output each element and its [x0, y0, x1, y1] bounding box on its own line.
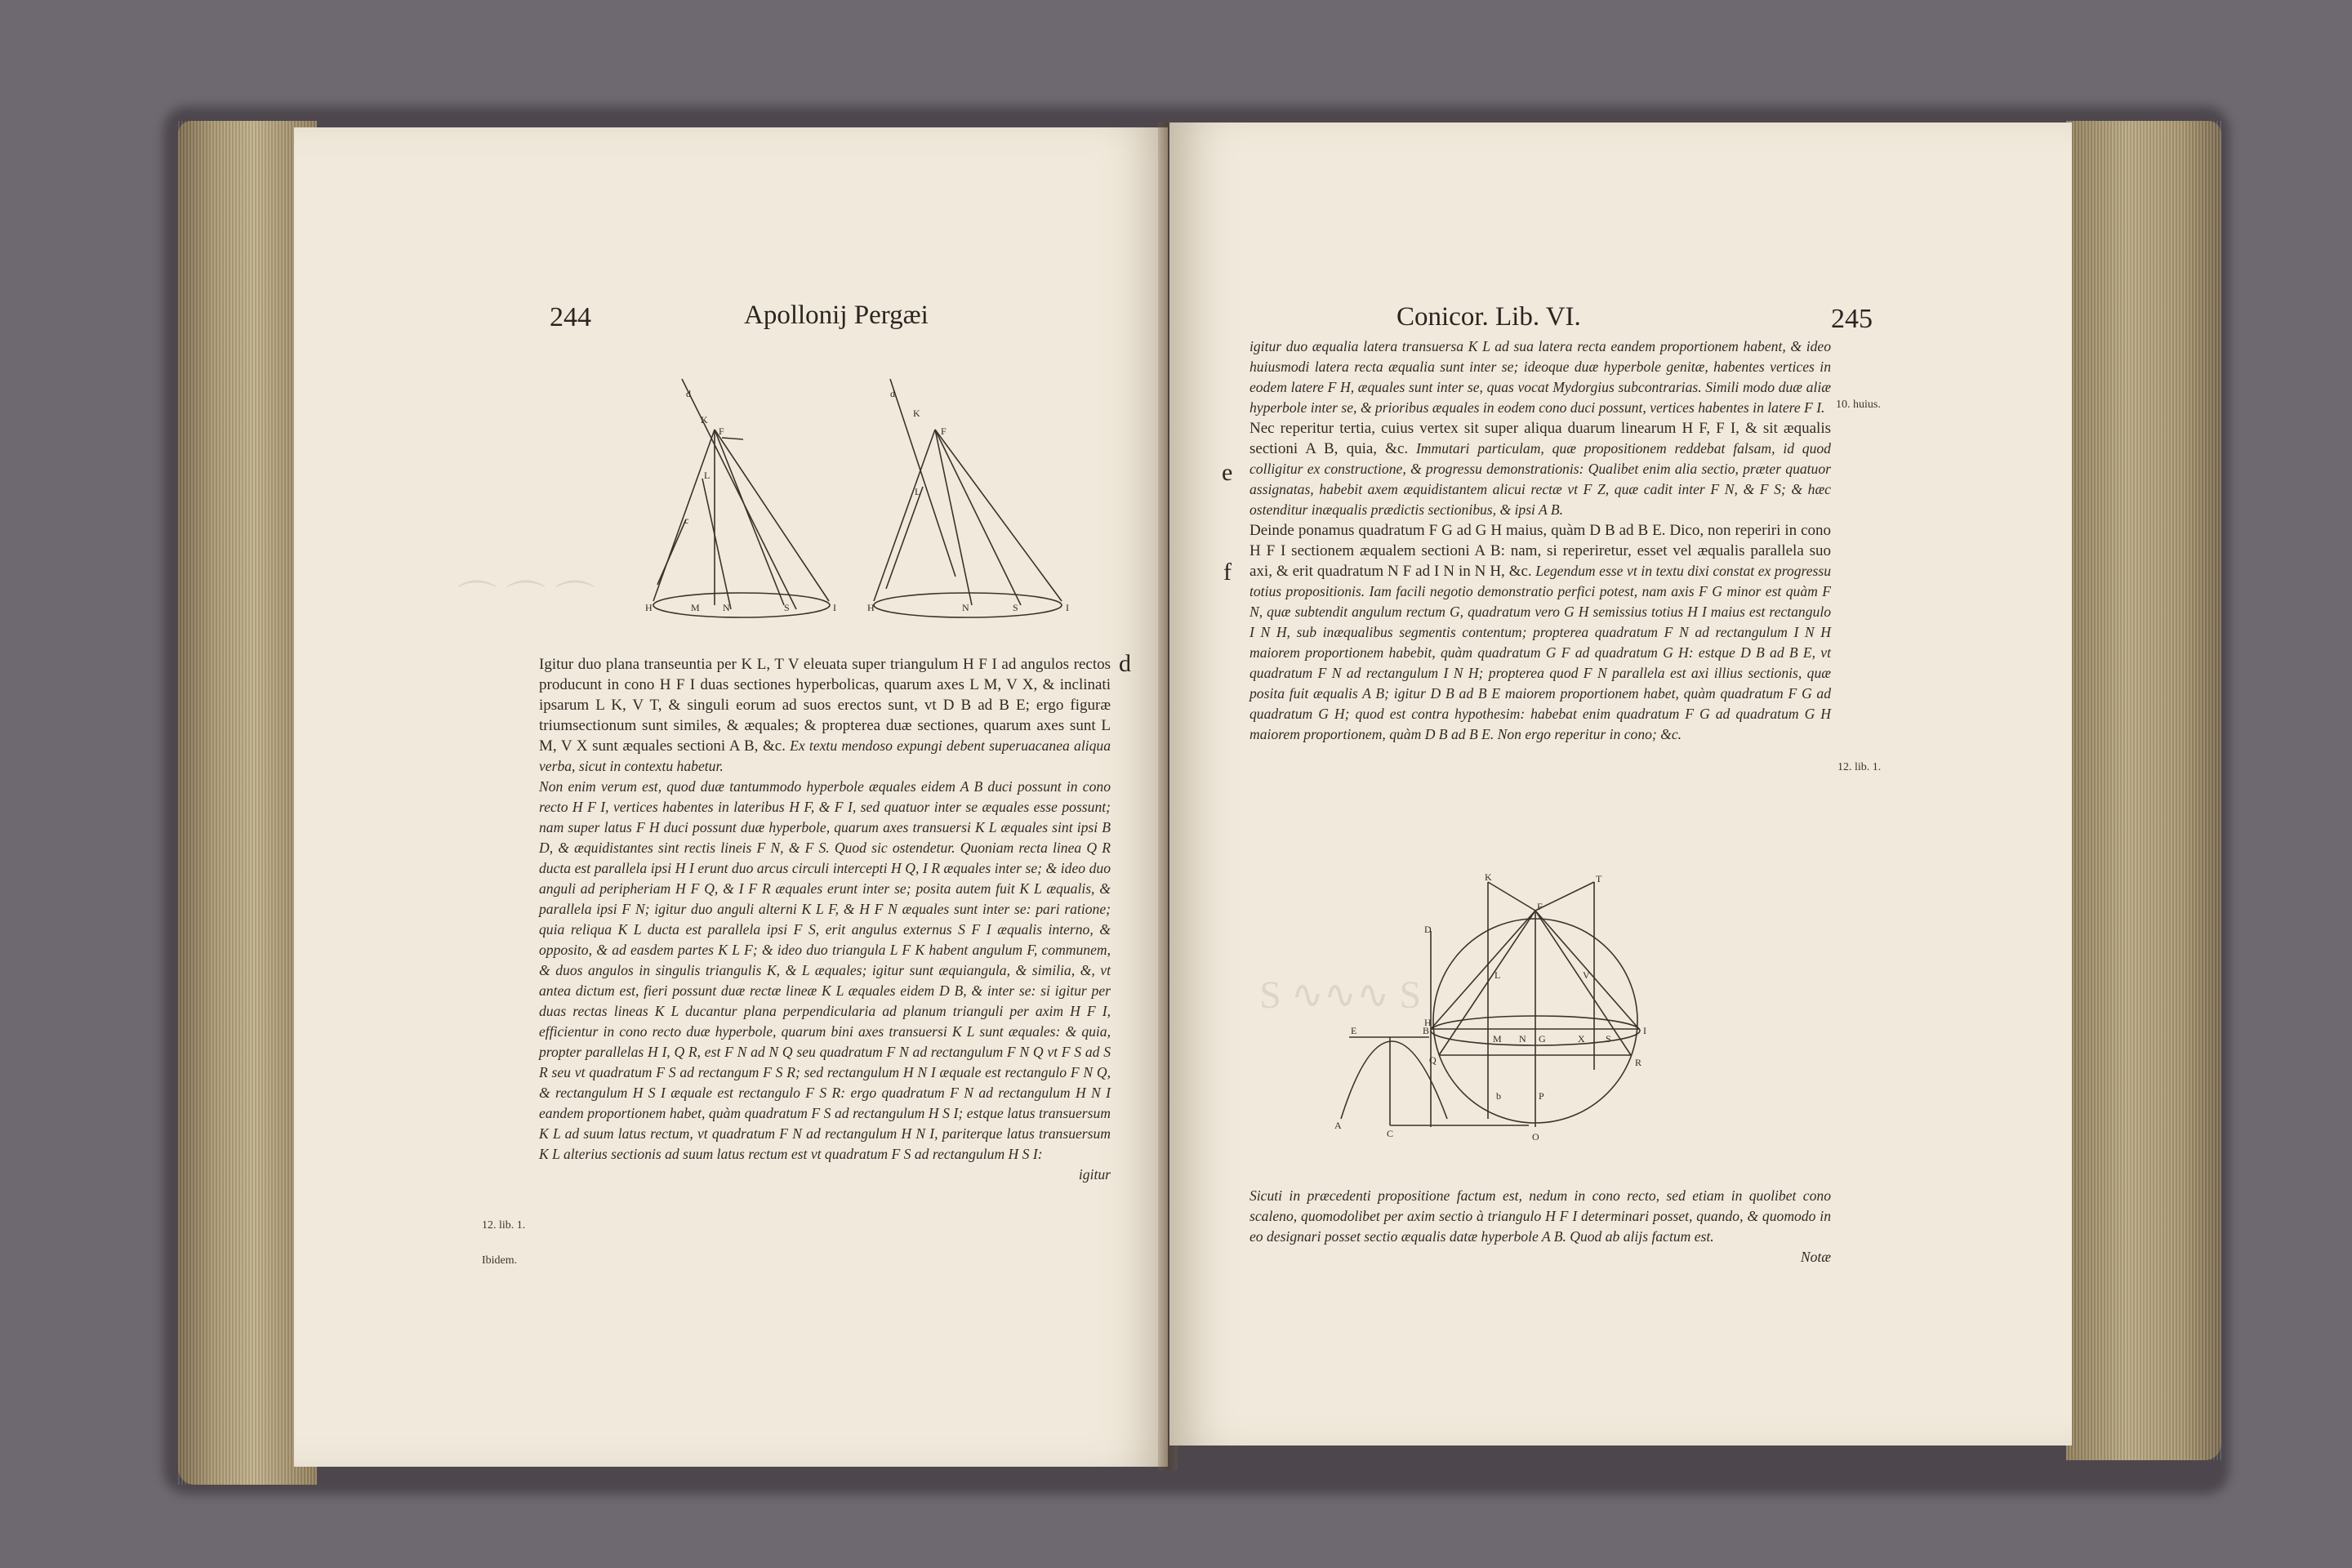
fig1-label-k: K: [701, 414, 708, 425]
left-margin-note-1: 12. lib. 1.: [482, 1219, 526, 1232]
left-cone-figure-1: [637, 372, 874, 626]
rfig-label-o: O: [1532, 1131, 1539, 1143]
fig1-label-h: H: [645, 602, 653, 613]
left-text-roman: Igitur duo plana transeuntia per K L, T V eleuata super triangulum H F I ad angulos rectos producunt in cono H F I duas sectiones hyperbolicas, quarum axes L M, V X, & inclinati ipsarum L K, V T, & singuli eorum ad suos erectos sunt, vt D B ad B E; ergo figuræ triumsectionum sunt similes, & æquales; & propterea duæ sectiones, quarum axes sunt L M, V X sunt æquales sectioni A B, &c.: [539, 656, 1111, 755]
rfig-label-g: G: [1539, 1033, 1546, 1045]
right-page-edges: [2066, 121, 2221, 1460]
fig1-label-l: L: [704, 470, 710, 481]
left-page: [294, 127, 1168, 1467]
right-catchword: Notæ: [1800, 1249, 1831, 1265]
bleed-through: ⌒ ⌒ ⌒: [457, 579, 595, 622]
right-para-2-italic: Immutari particulam, quæ propositionem reddebat falsam, id quod colligitur ex constructione, & progressu demonstrationis: Qualibet enim alia sectio, præter quatuor assignatas, habebit axem æquidistantem alicui rectæ vt F Z, quæ cadit inter F N, & F S; & hæc ostenditur inæqualis prædictis sectionibus, & ipsi A B.: [1250, 440, 1831, 518]
cone-diagram-1: [637, 372, 874, 626]
rfig-label-v: V: [1583, 969, 1590, 981]
rfig-label-c: C: [1387, 1128, 1394, 1139]
rfig-label-p: P: [1539, 1090, 1544, 1102]
left-margin-letter: d: [1119, 650, 1131, 677]
right-folio: 245: [1831, 304, 1873, 334]
rfig-label-d: D: [1424, 924, 1432, 935]
rfig-label-l: L: [1494, 969, 1501, 981]
rfig-label-a: A: [1334, 1120, 1342, 1131]
rfig-label-x: X: [1578, 1033, 1585, 1045]
fig2-label-l: L: [915, 486, 921, 497]
left-cone-figure-2: [866, 372, 1094, 626]
bleed-through: S ∿∿∿ S: [1259, 973, 1422, 1017]
hyperbola-cone-diagram: [1333, 874, 1757, 1147]
cone-diagram-2: [866, 372, 1094, 626]
rfig-label-b-lower: b: [1496, 1090, 1501, 1102]
right-margin-letter-f: f: [1223, 559, 1232, 586]
rfig-label-i: I: [1643, 1025, 1646, 1036]
rfig-label-t: T: [1596, 874, 1602, 884]
right-para-2-roman: Nec reperitur tertia, cuius vertex sit super aliqua duarum linearum H F, F I, & sit æqualis sectioni A B, quia, &c.: [1250, 420, 1831, 457]
right-para-3-italic: Legendum esse vt in textu dixi constat ex progressu totius propositionis. Iam facili negotio demonstratio perfici potest, nam axis F G minor est quàm F N, quæ subtendit angulum rectum G, quadratum vero G H semissius totius H I maius est rectangulo I N H, sub inæqualibus segmentis contentum; propterea quadratum F N ad rectangulum I N H maiorem proportionem habebit, quàm quadratum G F ad quadratum G H: estque D B ad B E, vt quadratum F N ad rectangulum I N H; propterea quod F N parallela est axi illius sectionis, quæ posita fuit æqualis A B; igitur D B ad B E maiorem proportionem habet, quàm quadratum F G ad quadratum G H; quod est contra hypothesim: habebat enim quadratum F G ad quadratum G H maiorem proportionem, quàm D B ad B E. Non ergo reperitur in cono; &c.: [1250, 563, 1831, 742]
fig1-label-i: I: [833, 602, 836, 613]
fig2-label-s: S: [1013, 602, 1018, 613]
left-text-italic: Non enim verum est, quod duæ tantummodo hyperbole æquales eidem A B duci possunt in cono recto H F I, vertices habentes in lateribus H F, & F I, sed quatuor inter se æquales esse possunt; nam super latus F H duci possunt duæ hyperbole, quarum axes transuersi K L æquales sint ipsi B D, & æquidistantes sint rectis lineis F N, & F S. Quod sic ostendetur. Quoniam recta linea Q R ducta est parallela ipsi H I erunt duo arcus circuli intercepti H Q, I R æquales inter se; & ideo duo anguli ad peripheriam H F Q, & I F R æquales erunt inter se; posita autem fuit K L æqualis, & parallela ipsi F N; igitur duo anguli alterni K L F, & H F N æquales sunt inter se: pari ratione; quia reliqua K L ducta est parallela ipsi F S, erit angulus externus S F I æqualis interno, & opposito, & ad easdem partes K L F; & ideo duo triangula L F K habent angulum F, communem, & duos angulos in singulis triangulis K, & L æquales; igitur sunt æquiangula, & similia, &, vt antea dictum est, fieri possunt duæ rectæ lineæ K L æquales eidem D B, & inter se: si igitur per duas rectas lineas K L ducantur plana perpendicularia ad planum trianguli per axim H F I, efficientur in cono recto duæ hyperbole, quarum bini axes transuersi K L sunt æquales: & quia, propter parallelas H I, Q R, est F N ad N Q seu quadratum F N ad rectangulum F N Q vt F S ad S R seu vt quadratum F S ad rectangum F S R; sed rectangulum H N I æquale est rectangulo F N Q, & rectangulum H S I æquale est rectangulo F S R: ergo quadratum F N ad rectangulum H N I eandem proportionem habet, quàm quadratum F S ad rectangulum H S I; estque latus transuersum K L ad suum latus rectum, vt quadratum F N ad rectangulum H N I, pariterque latus transuersum K L alterius sectionis ad suum latus rectum est vt quadratum F S ad rectangulum H S I:: [539, 778, 1111, 1162]
left-main-text: [539, 654, 1111, 1185]
fig2-label-f: F: [941, 425, 947, 437]
right-running-head: Conicor. Lib. VI.: [1396, 302, 1581, 332]
right-lower-text: [1250, 1186, 1831, 1267]
right-para-3-roman: Deinde ponamus quadratum F G ad G H maius, quàm D B ad B E. Dico, non reperiri in cono H F I sectionem æqualem sectioni A B: nam, si reperiretur, esset vel æqualis parallela suo axi, & erit quadratum N F ad I N in N H, &c.: [1250, 522, 1831, 580]
fig1-label-n: N: [723, 602, 730, 613]
rfig-label-b: B: [1423, 1025, 1430, 1036]
fig2-label-k: K: [913, 408, 920, 419]
left-folio: 244: [550, 302, 591, 332]
left-text-italic-tail: Ex textu mendoso expungi debent superuacanea aliqua verba, sicut in contextu habetur.: [539, 737, 1111, 774]
rfig-label-n: N: [1519, 1033, 1526, 1045]
fig2-label-i: I: [1066, 602, 1069, 613]
right-para-4: Sicuti in præcedenti propositione factum est, nedum in cono recto, sed etiam in quolibet cono scaleno, quomodolibet per axim sectio à triangulo H F I determinari posset, quando, & quomodo in eo designari posset sectio æqualis datæ hyperbole A B. Quod ab alijs factum est.: [1250, 1187, 1831, 1245]
fig1-label-f: F: [719, 425, 724, 437]
rfig-label-m: M: [1493, 1033, 1502, 1045]
fig2-label-n: N: [962, 602, 969, 613]
fig1-label-c: c: [684, 514, 689, 526]
rfig-label-e: E: [1351, 1025, 1357, 1036]
right-page: [1169, 122, 2072, 1446]
rfig-label-f: F: [1537, 901, 1543, 912]
left-catchword: igitur: [1078, 1166, 1111, 1183]
fig2-label-h: H: [867, 602, 875, 613]
rfig-label-r: R: [1635, 1057, 1642, 1068]
rfig-label-h: H: [1424, 1017, 1432, 1028]
right-margin-note-1: 10. huius.: [1836, 399, 1881, 411]
right-geometry-figure: [1333, 874, 1757, 1147]
right-margin-letter-e: e: [1222, 459, 1233, 486]
fig1-label-d: d: [686, 388, 691, 399]
left-margin-note-2: Ibidem.: [482, 1254, 518, 1267]
right-main-text: [1250, 336, 1831, 745]
fig1-label-m: M: [691, 602, 700, 613]
fig1-label-s: S: [784, 602, 790, 613]
left-running-head: Apollonij Pergæi: [744, 301, 929, 330]
right-para-1: igitur duo æqualia latera transuersa K L ad sua latera recta eandem proportionem habent, & ideo huiusmodi latera recta æqualia sunt inter se; ideoque duæ hyperbole genitæ, habentes vertices in eodem latere F H, æquales sunt inter se, quas vocat Mydorgius subcontrarias. Simili modo duæ aliæ hyperbole inter se, & prioribus æquales in eodem cono duci possunt, vertices habentes in latere F I.: [1250, 338, 1831, 416]
rfig-label-s: S: [1606, 1033, 1611, 1045]
rfig-label-k: K: [1485, 874, 1492, 883]
rfig-label-q: Q: [1429, 1054, 1437, 1066]
fig2-label-d: d: [890, 388, 895, 399]
right-margin-note-2: 12. lib. 1.: [1838, 761, 1882, 773]
